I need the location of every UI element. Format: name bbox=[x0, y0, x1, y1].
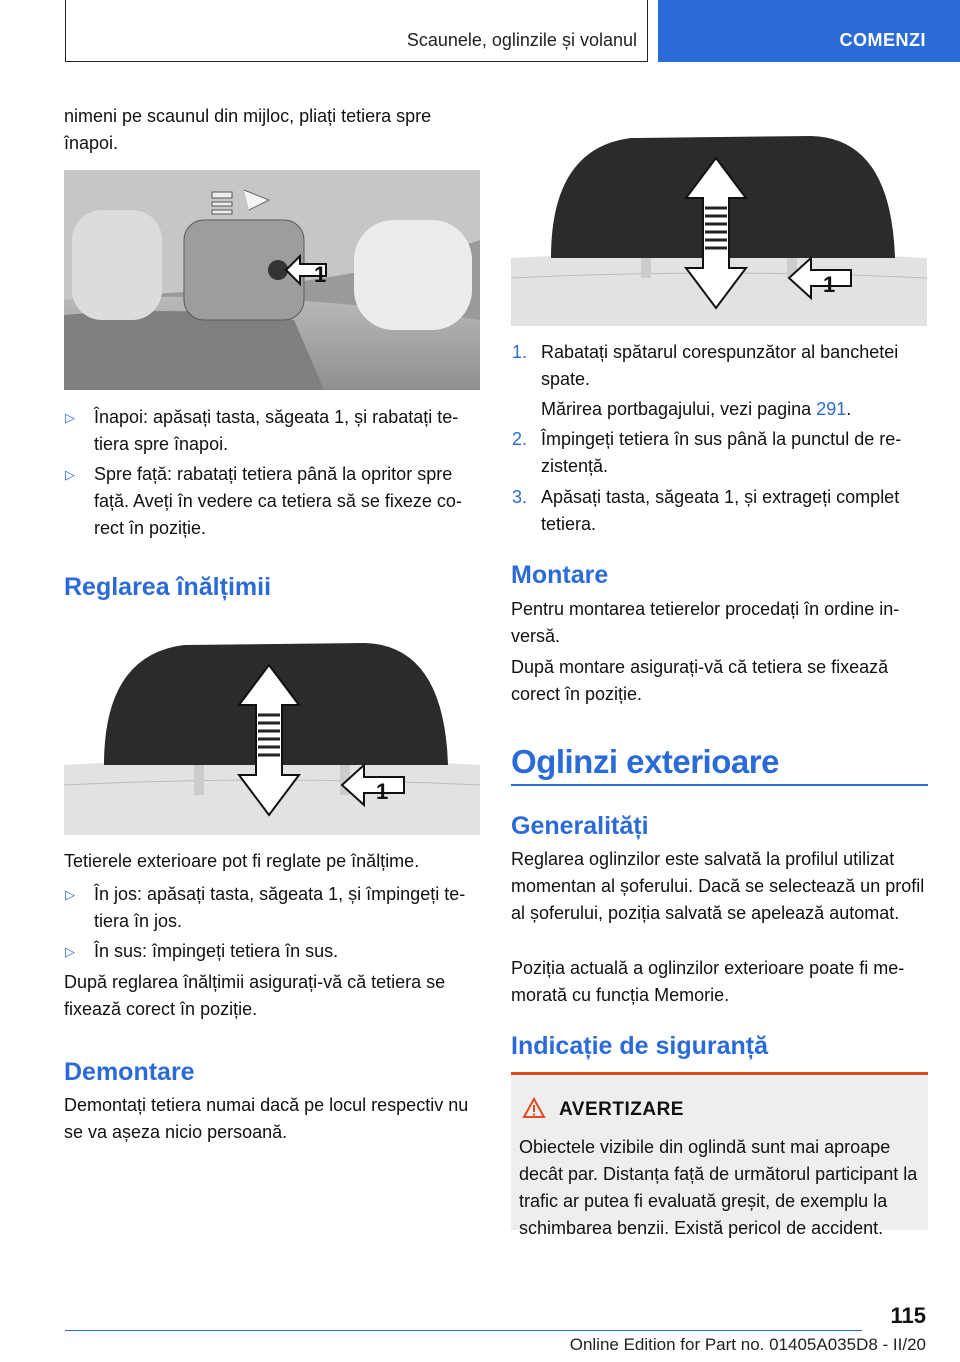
step-item: 2. Împingeți tetiera în sus până la punctul de rezistență. bbox=[512, 429, 902, 476]
triangle-bullet-icon: ▷ bbox=[65, 467, 75, 482]
heading-general: Generalități bbox=[511, 812, 649, 840]
page-number: 115 bbox=[890, 1303, 926, 1328]
warning-top-rule bbox=[511, 1072, 928, 1075]
triangle-bullet-icon: ▷ bbox=[65, 887, 75, 902]
triangle-bullet-icon: ▷ bbox=[65, 944, 75, 959]
footer-rule bbox=[65, 1330, 862, 1331]
callout-1: 1 bbox=[376, 779, 389, 804]
heading-mirrors: Oglinzi exterioare bbox=[511, 743, 779, 780]
triangle-bullet-icon: ▷ bbox=[65, 410, 75, 425]
heading-height: Reglarea înălțimii bbox=[64, 573, 272, 601]
step-item: 1. Rabatați spătarul corespunzător al banchetei spate. bbox=[512, 342, 899, 389]
list-item: ▷ Spre față: rabatați tetiera până la opritor spre față. Aveți în vedere ca tetiera să se fixeze corect în poziție. bbox=[64, 461, 480, 542]
edition-text: Online Edition for Part no. 01405A035D8 - II/20 bbox=[569, 1335, 926, 1354]
remove-paragraph: Demontați tetiera numai dacă pe locul respectiv nu se va așeza nicio persoană. bbox=[64, 1095, 469, 1142]
after-height-paragraph: După reglarea înălțimii asigurați-vă că tetiera se fixează corect în poziție. bbox=[64, 972, 446, 1019]
list-item: ▷ În jos: apăsați tasta, săgeata 1, și împingeți tetiera în jos. bbox=[64, 881, 480, 935]
headrest-fold-illustration bbox=[64, 170, 480, 390]
headrest-height-illustration bbox=[64, 635, 480, 835]
general-paragraph: Reglarea oglinzilor este salvată la profilul utilizat momentan al șoferului. Dacă se selectează un profil al șoferului, poziția salvată se apelează automat. bbox=[511, 849, 925, 923]
list-item: ▷ Înapoi: apăsați tasta, săgeata 1, și rabatați tetiera spre înapoi. bbox=[64, 404, 480, 458]
warning-text: Obiectele vizibile din oglindă sunt mai aproape decât par. Distanța față de următorul participant la trafic ar putea fi evaluată greșit, de exemplu la schimbarea benzii. Există pericol de accident. bbox=[519, 1137, 918, 1238]
mount-paragraph: Pentru montarea tetierelor procedați în ordine inversă. bbox=[511, 599, 900, 646]
list-item: ▷ În sus: împingeți tetiera în sus. bbox=[64, 938, 480, 965]
warning-title: AVERTIZARE bbox=[559, 1099, 684, 1120]
height-paragraph: Tetierele exterioare pot fi reglate pe înălțime. bbox=[64, 851, 420, 871]
intro-paragraph: nimeni pe scaunul din mijloc, pliați tetiera spre înapoi. bbox=[64, 106, 432, 153]
heading-remove: Demontare bbox=[64, 1058, 195, 1086]
step-note: Mărirea portbagajului, vezi pagina 291. bbox=[541, 399, 852, 419]
headrest-remove-illustration bbox=[511, 128, 927, 326]
step-item: 3. Apăsați tasta, săgeata 1, și extrageți complet tetiera. bbox=[512, 487, 900, 534]
page-link[interactable]: 291 bbox=[816, 399, 847, 419]
heading-mount: Montare bbox=[511, 561, 609, 589]
heading-rule bbox=[511, 784, 928, 786]
warning-triangle-icon bbox=[522, 1097, 546, 1119]
callout-1: 1 bbox=[314, 262, 327, 287]
general-paragraph-2: Poziția actuală a oglinzilor exterioare poate fi memorată cu funcția Memorie. bbox=[511, 958, 905, 1005]
section-tab-label: COMENZI bbox=[839, 30, 926, 50]
chapter-title: Scaunele, oglinzile și volanul bbox=[406, 30, 637, 50]
mount-paragraph-2: După montare asigurați-vă că tetiera se fixează corect în poziție. bbox=[511, 657, 889, 704]
callout-1: 1 bbox=[823, 272, 836, 297]
heading-safety: Indicație de siguranță bbox=[511, 1032, 769, 1060]
